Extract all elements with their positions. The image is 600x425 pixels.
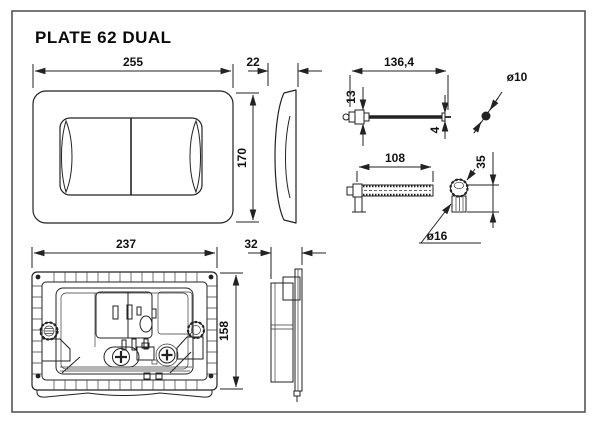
dim-nut-height-label: 35 xyxy=(474,155,488,169)
mechanism-slot-1 xyxy=(113,306,118,319)
plate-side-view xyxy=(275,90,296,223)
actuator-rod-view xyxy=(343,110,451,124)
button-lens-left xyxy=(62,121,73,192)
frame-side-back-plate xyxy=(295,269,302,391)
right-phillips-cross xyxy=(162,350,173,361)
nut-pointer-arrow xyxy=(467,169,475,180)
dim-rod-end-height xyxy=(344,87,363,146)
frame-rib-band-inner xyxy=(42,282,207,380)
drawing-title: PLATE 62 DUAL xyxy=(35,28,172,47)
mechanism-oval xyxy=(140,316,152,332)
dim-frame-width-label: 237 xyxy=(115,237,137,251)
rod-end-ball xyxy=(343,114,349,120)
frame-outline xyxy=(32,272,217,390)
dim-plate-width xyxy=(33,55,233,88)
left-phillips-cross xyxy=(115,351,127,363)
mechanism-right-plate xyxy=(158,292,192,334)
frame-back-view xyxy=(32,272,217,397)
dim-rod-length-label: 136,4 xyxy=(383,55,415,69)
frame-ribs-right xyxy=(207,286,217,374)
dim-rod-end-height-label: 13 xyxy=(344,90,358,104)
frame-side-view xyxy=(271,269,302,402)
plate-front-view xyxy=(33,91,233,223)
left-knob-hatch xyxy=(44,329,54,334)
nut-body-hatch xyxy=(456,197,463,211)
plate-side-inner-curve xyxy=(286,116,291,198)
dim-plate-height xyxy=(235,93,259,222)
frame-side-body xyxy=(271,283,293,382)
frame-corner-screws xyxy=(36,275,214,379)
rod-end-block-2 xyxy=(355,110,364,124)
frame-ribs-bottom xyxy=(54,380,197,390)
dim-screw-length xyxy=(357,151,433,182)
dim-frame-height xyxy=(217,273,243,389)
dim-plate-depth-label: 22 xyxy=(246,55,260,69)
frame-side-mid-lines xyxy=(271,325,293,329)
frame-left-knob xyxy=(41,323,71,362)
mechanism-small-square xyxy=(152,360,157,364)
pin-body xyxy=(482,112,491,121)
dim-nut-diameter xyxy=(419,204,481,243)
dim-screw-length-label: 108 xyxy=(384,151,406,165)
screw-end-block-2 xyxy=(353,184,362,197)
frame-ribs-top xyxy=(54,272,197,282)
dim-pin-diameter-label: ø10 xyxy=(506,70,528,84)
dim-nut-height xyxy=(466,152,499,228)
pin-view xyxy=(474,70,528,133)
rod-end-block-3 xyxy=(364,113,369,121)
button-lens-right xyxy=(190,121,201,192)
dim-frame-width xyxy=(32,237,217,268)
rod-end-block-1 xyxy=(349,112,355,122)
dim-frame-depth-label: 32 xyxy=(244,237,258,251)
screw-end-block-1 xyxy=(347,187,353,195)
mechanism-slot-4 xyxy=(152,309,156,318)
dim-frame-height-label: 158 xyxy=(217,320,231,342)
rod-tip-collar xyxy=(442,113,445,121)
frame-mechanism xyxy=(60,292,192,379)
dim-rod-tip-height-label: 4 xyxy=(428,126,442,134)
frame-side-top-box xyxy=(283,277,300,300)
dim-rod-length xyxy=(350,55,448,110)
dim-plate-width-label: 255 xyxy=(122,55,144,69)
dim-frame-depth xyxy=(244,237,326,279)
nut-body xyxy=(452,196,466,212)
screw-bracket-leg xyxy=(352,197,366,212)
frame-right-knob xyxy=(177,322,204,359)
right-knob-housing xyxy=(177,337,203,359)
frame-bottom-skirt xyxy=(37,390,212,397)
frame-side-bottom-hook xyxy=(294,391,300,402)
plate-outline xyxy=(33,91,233,223)
screw-rod-view xyxy=(347,184,433,212)
dim-nut-diameter-label: ø16 xyxy=(426,229,448,243)
pin-arrow-top xyxy=(490,98,498,110)
mechanism-slot-3 xyxy=(137,307,141,315)
nut-cap-detail xyxy=(454,182,464,188)
pin-arrow-bottom xyxy=(474,122,481,133)
dim-plate-height-label: 170 xyxy=(235,147,249,169)
dim-plate-depth xyxy=(246,55,322,87)
nut-view xyxy=(451,169,476,212)
